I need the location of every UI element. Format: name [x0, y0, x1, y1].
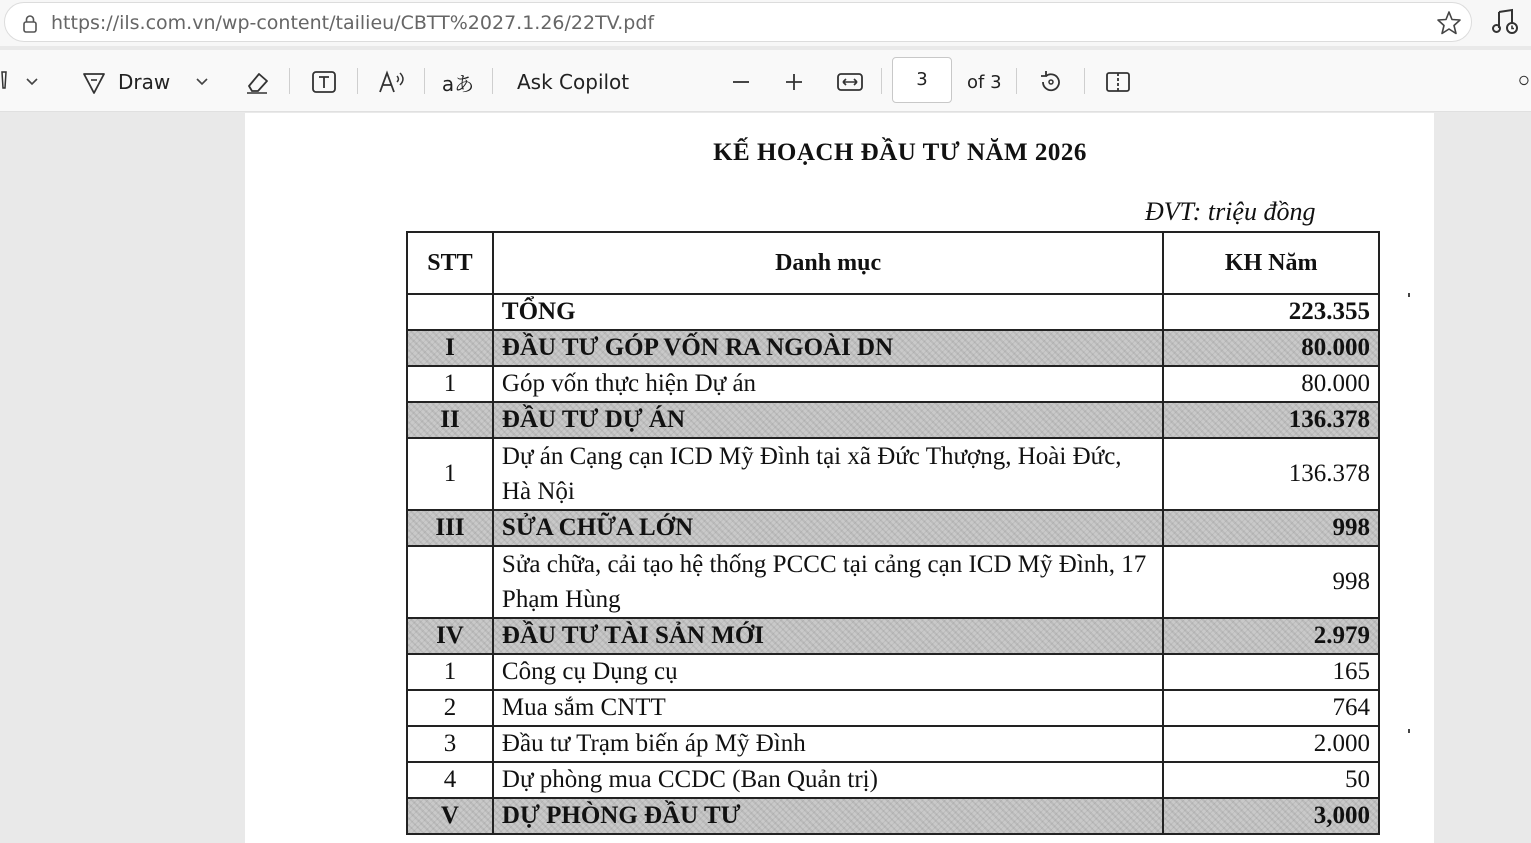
table-row [407, 762, 1379, 798]
row-name: Đầu tư Trạm biến áp Mỹ Đình [493, 726, 1163, 762]
row-value: 165 [1163, 654, 1379, 690]
row-value: 50 [1163, 762, 1379, 798]
row-value: 136.378 [1163, 438, 1379, 510]
row-name: Sửa chữa, cải tạo hệ thống PCCC tại cảng cạn ICD Mỹ Đình, 17 Phạm Hùng [493, 546, 1163, 618]
table-row [407, 618, 1379, 654]
pdf-toolbar [0, 50, 1531, 112]
table-row [407, 510, 1379, 546]
toolbar-divider [357, 68, 358, 94]
investment-plan-table [406, 231, 1380, 835]
table-row [407, 654, 1379, 690]
eraser-icon[interactable] [241, 66, 273, 98]
text-box-icon[interactable] [308, 66, 340, 98]
scan-speck [1408, 729, 1410, 733]
row-value: 2.979 [1163, 618, 1379, 654]
row-name: Mua sắm CNTT [493, 690, 1163, 726]
zoom-out-icon[interactable] [728, 66, 754, 98]
unit-label: ĐVT: triệu đồng [1145, 197, 1316, 226]
table-row [407, 402, 1379, 438]
draw-button[interactable] [118, 66, 170, 98]
page-total [967, 66, 1002, 98]
row-stt: II [407, 402, 493, 438]
page-view-icon[interactable] [1102, 66, 1134, 98]
page-total-label: of 3 [967, 71, 1002, 93]
row-stt: V [407, 798, 493, 834]
table-row [407, 330, 1379, 366]
translate-icon[interactable]: aあ [441, 71, 475, 96]
draw-dropdown-chevron-icon[interactable] [192, 70, 212, 94]
table-row [407, 726, 1379, 762]
draw-label: Draw [118, 70, 171, 94]
row-name: TỔNG [493, 294, 1163, 330]
row-name: DỰ PHÒNG ĐẦU TƯ [493, 798, 1163, 834]
table-body [407, 294, 1379, 834]
fit-width-icon[interactable] [834, 66, 866, 98]
row-stt: 1 [407, 654, 493, 690]
header-name: Danh mục [493, 232, 1163, 294]
table-row [407, 798, 1379, 834]
ask-copilot-button[interactable] [517, 66, 629, 98]
toolbar-divider [1016, 68, 1017, 94]
row-name: ĐẦU TƯ DỰ ÁN [493, 402, 1163, 438]
pdf-page [245, 113, 1434, 843]
row-name: ĐẦU TƯ TÀI SẢN MỚI [493, 618, 1163, 654]
table-row [407, 294, 1379, 330]
toolbar-divider [881, 68, 882, 94]
row-stt: I [407, 330, 493, 366]
toolbar-divider [424, 68, 425, 94]
ask-copilot-label: Ask Copilot [517, 70, 630, 94]
read-aloud-icon[interactable] [376, 66, 408, 98]
toolbar-divider [1084, 68, 1085, 94]
row-value: 136.378 [1163, 402, 1379, 438]
header-stt: STT [407, 232, 493, 294]
row-name: ĐẦU TƯ GÓP VỐN RA NGOÀI DN [493, 330, 1163, 366]
music-icon[interactable] [1490, 6, 1522, 38]
row-value: 3,000 [1163, 798, 1379, 834]
table-row [407, 546, 1379, 618]
draw-pen-icon[interactable] [78, 66, 110, 98]
row-stt: III [407, 510, 493, 546]
highlight-dropdown-chevron-icon[interactable] [22, 70, 42, 94]
row-stt: IV [407, 618, 493, 654]
zoom-in-icon[interactable] [781, 66, 807, 98]
row-stt: 1 [407, 366, 493, 402]
row-value: 998 [1163, 510, 1379, 546]
row-name: SỬA CHỮA LỚN [493, 510, 1163, 546]
row-value: 764 [1163, 690, 1379, 726]
row-name: Góp vốn thực hiện Dự án [493, 366, 1163, 402]
document-title: KẾ HOẠCH ĐẦU TƯ NĂM 2026 [713, 139, 1087, 166]
toolbar-divider [492, 68, 493, 94]
table-header-row [407, 232, 1379, 294]
page-number-input[interactable]: 3 [892, 57, 952, 103]
row-stt: 2 [407, 690, 493, 726]
star-icon[interactable] [1435, 9, 1463, 37]
row-stt: 4 [407, 762, 493, 798]
url-field[interactable] [4, 2, 1472, 42]
table-row [407, 438, 1379, 510]
browser-address-bar [0, 0, 1531, 46]
scan-speck [1408, 293, 1410, 297]
row-stt: 3 [407, 726, 493, 762]
toolbar-divider [289, 68, 290, 94]
lock-icon[interactable] [19, 13, 41, 35]
row-name: Dự phòng mua CCDC (Ban Quản trị) [493, 762, 1163, 798]
row-stt [407, 294, 493, 330]
row-value: 2.000 [1163, 726, 1379, 762]
row-name: Dự án Cạng cạn ICD Mỹ Đình tại xã Đức Thượng, Hoài Đức, Hà Nội [493, 438, 1163, 510]
highlight-icon[interactable] [0, 68, 10, 94]
rotate-icon[interactable] [1035, 66, 1067, 98]
url-text[interactable]: https://ils.com.vn/wp-content/tailieu/CBTT%2027.1.26/22TV.pdf [51, 12, 655, 34]
row-name: Công cụ Dụng cụ [493, 654, 1163, 690]
row-value: 223.355 [1163, 294, 1379, 330]
header-value: KH Năm [1163, 232, 1379, 294]
row-value: 998 [1163, 546, 1379, 618]
row-stt [407, 546, 493, 618]
table-row [407, 366, 1379, 402]
search-icon[interactable] [1518, 70, 1531, 92]
row-value: 80.000 [1163, 330, 1379, 366]
table-row [407, 690, 1379, 726]
row-value: 80.000 [1163, 366, 1379, 402]
row-stt: 1 [407, 438, 493, 510]
